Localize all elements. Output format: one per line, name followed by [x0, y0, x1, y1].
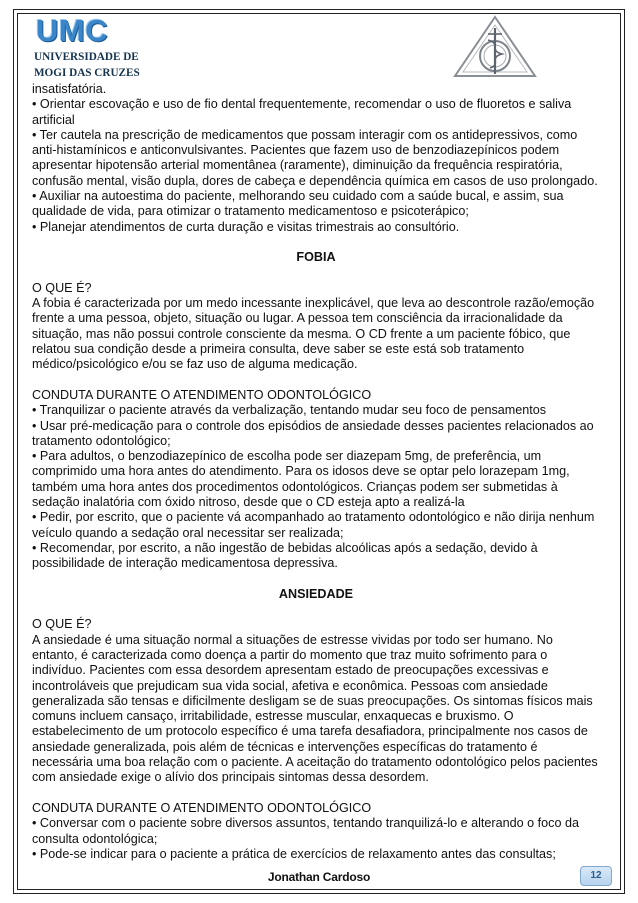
paragraph: insatisfatória. [32, 82, 107, 96]
list-item: • Pode-se indicar para o paciente a prática de exercícios de relaxamento antes das consultas; [32, 846, 556, 861]
section-heading-fobia: FOBIA [296, 250, 336, 265]
university-name-line1: UNIVERSIDADE DE [34, 51, 139, 63]
list-item: • Recomendar, por escrito, a não ingestão de bebidas alcoólicas após a sedação, devido à possibilidade de interação medicamentosa depressiva. [32, 540, 538, 571]
ansiedade-definition: A ansiedade é uma situação normal a situações de estresse vividas por todo ser humano. No entanto, é caracterizada como doença a partir do momento que traz muito sofrimento para o indivíduo. Pacientes com essa desordem apresentam estado de preocupações excessivas e incontroláveis que prejudicam sua vida social, afetiva e econômica. Pessoas com ansiedade generalizada são tensas e dificilmente desligam se de suas preocupações. Os sintomas físicos mais comuns incluem cansaço, irritabilidade, estresse muscular, enxaquecas e bruxismo. O estabelecimento de um protocolo específico é uma tarefa desafiadora, principalmente nos casos de ansiedade generalizada, pois além de técnicas e intervenções específicas do tratamento é necessária uma boa relação com o paciente. A aceitação do tratamento odontológico pelos pacientes com ansiedade exige o alívio dos principais sintomas dessa desordem. [32, 632, 598, 785]
spacer [32, 373, 600, 388]
spacer [32, 786, 600, 801]
dentistry-emblem-icon [452, 14, 538, 80]
list-item: • Pedir, por escrito, que o paciente vá acompanhado ao tratamento odontológico e não dirija nenhum veículo quando a sedação oral necessitar ser realizada; [32, 510, 595, 540]
list-item: • Usar pré-medicação para o controle dos episódios de ansiedade desses pacientes relacionados ao tratamento odontológico; [32, 418, 594, 448]
page-number-badge: 12 [580, 866, 612, 886]
paragraph: • Orientar escovação e uso de fio dental frequentemente, recomendar o uso de fluoretos e saliva artificial [32, 97, 572, 127]
logo-text: UMC [36, 13, 109, 48]
fobia-conduta-heading: CONDUTA DURANTE O ATENDIMENTO ODONTOLÓGICO [32, 387, 372, 402]
university-name-line2: MOGI DAS CRUZES [34, 67, 140, 79]
umc-logo [34, 12, 140, 84]
list-item: • Conversar com o paciente sobre diversos assuntos, tentando tranquilizá-lo e alterando o foco da consulta odontológica; [32, 816, 579, 846]
paragraph: • Planejar atendimentos de curta duração e visitas trimestrais ao consultório. [32, 219, 460, 234]
fobia-question: O QUE É? [32, 280, 92, 295]
university-name [34, 49, 154, 81]
spacer [32, 235, 600, 250]
ansiedade-question: O QUE É? [32, 617, 92, 632]
list-item: • Para adultos, o benzodiazepínico de escolha pode ser diazepam 5mg, de preferência, um comprimido uma hora antes do atendimento. Para os idosos deve se optar pelo lorazepam 1mg, também uma hora antes dos procedimentos odontológicos. Crianças podem ser submetidas à sedação inalatória com óxido nitroso, desde que o CD esteja apto a realizá-la [32, 449, 570, 510]
spacer [32, 572, 600, 587]
ansiedade-conduta-heading: CONDUTA DURANTE O ATENDIMENTO ODONTOLÓGICO [32, 800, 372, 815]
spacer [32, 602, 600, 617]
paragraph: • Ter cautela na prescrição de medicamentos que possam interagir com os antidepressivos, como anti-histamínicos e anticonvulsivantes. Pacientes que fazem uso de benzodiazepínicos podem apresentar hipotensão arterial momentânea (raramente), diminuição da frequência respiratória, confusão mental, visão dupla, dores de cabeça e dependência química em casos de uso prolongado. [32, 127, 598, 188]
spacer [32, 266, 600, 281]
page-content [32, 82, 600, 862]
list-item: • Tranquilizar o paciente através da verbalização, tentando mudar seu foco de pensamentos [32, 403, 547, 418]
fobia-definition: A fobia é caracterizada por um medo incessante inexplicável, que leva ao descontrole razão/emoção frente a uma pessoa, objeto, situação ou lugar. A pessoa tem consciência da irracionalidade da situação, mas não possui controle consciente da mesma. O CD frente a um paciente fóbico, que relatou sua condição desde a primeira consulta, deve saber se este está sob tratamento médico/psicológico e/ou se faz uso de alguma medicação. [32, 296, 595, 372]
section-heading-ansiedade: ANSIEDADE [278, 586, 354, 601]
footer-author: Jonathan Cardoso [267, 870, 371, 884]
paragraph: • Auxiliar na autoestima do paciente, melhorando seu cuidado com a saúde bucal, e assim, sua qualidade de vida, para otimizar o tratamento medicamentoso e psicoterápico; [32, 189, 564, 219]
